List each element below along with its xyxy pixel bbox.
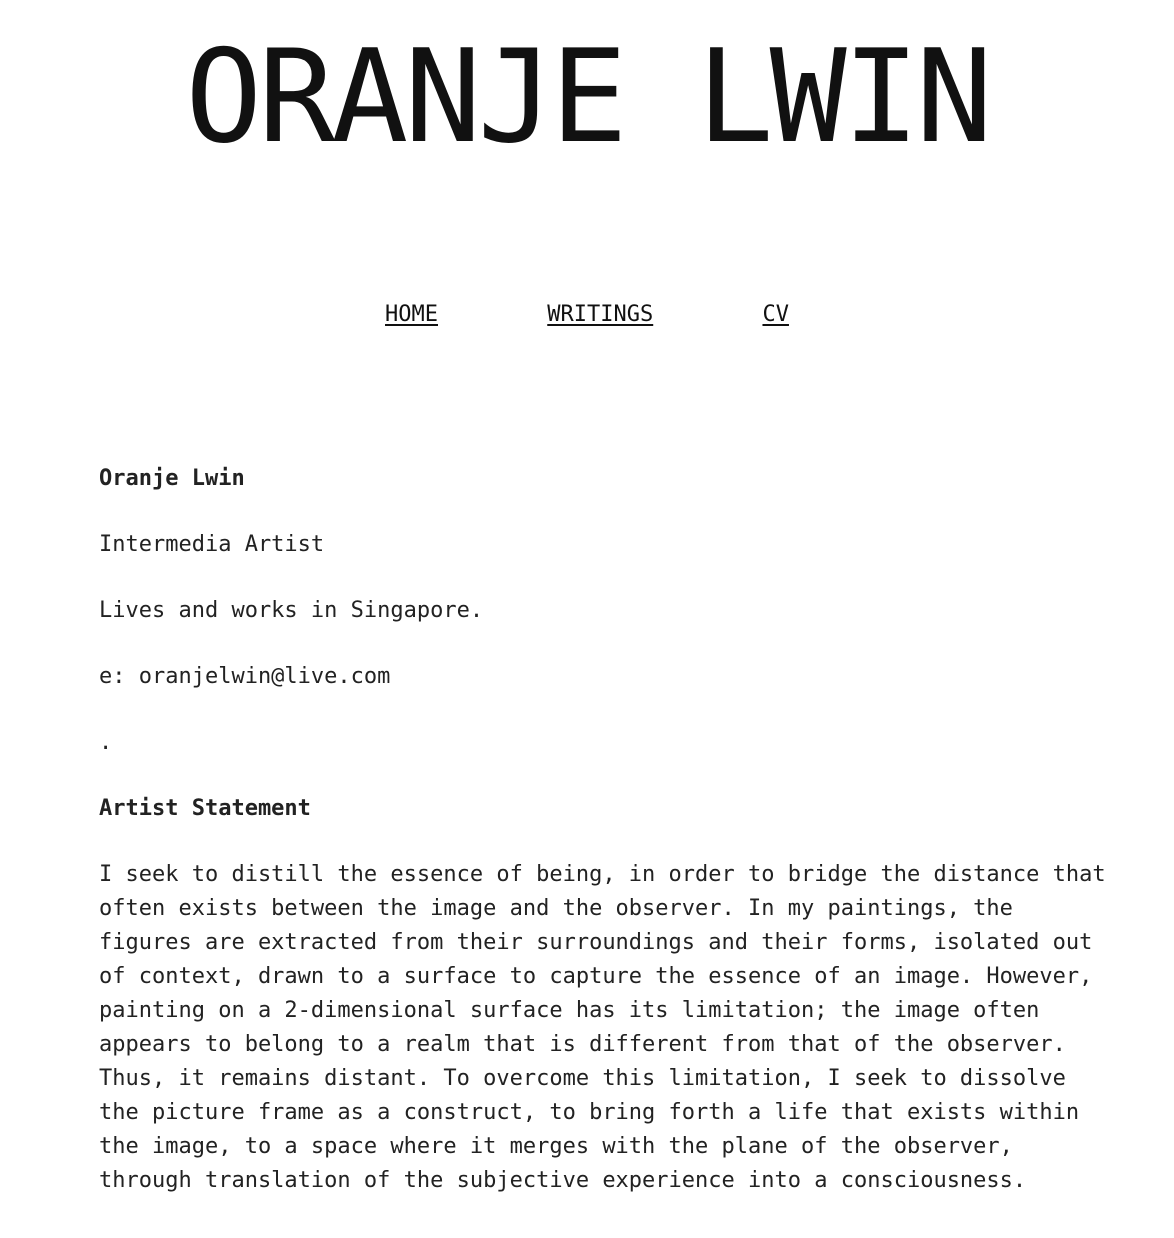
artist-name: Oranje Lwin (99, 466, 245, 491)
nav-cv-link[interactable]: CV (762, 302, 789, 327)
main-content (99, 462, 1109, 1230)
separator-dot: . (99, 730, 113, 755)
artist-role: Intermedia Artist (99, 532, 325, 557)
artist-location: Lives and works in Singapore. (99, 598, 484, 623)
statement-body: I seek to distill the essence of being, in order to bridge the distance that often exists between the image and the observer. In my paintings, the figures are extracted from their surroundings and their forms, isolated out of context, drawn to a surface to capture the essence of an image. However, painting on a 2-dimensional surface has its limitation; the image often appears to belong to a realm that is different from that of the observer. Thus, it remains distant. To overcome this limitation, I seek to dissolve the picture frame as a construct, to bring forth a life that exists within the image, to a space where it merges with the plane of the observer, through translation of the subjective experience into a consciousness. (99, 862, 1106, 1193)
nav-home-link[interactable]: HOME (385, 302, 438, 327)
statement-heading: Artist Statement (99, 796, 311, 821)
site-title: ORANJE LWIN (185, 23, 989, 172)
main-nav (0, 300, 1174, 330)
nav-writings-link[interactable]: WRITINGS (547, 302, 654, 327)
artist-email: e: oranjelwin@live.com (99, 664, 391, 689)
